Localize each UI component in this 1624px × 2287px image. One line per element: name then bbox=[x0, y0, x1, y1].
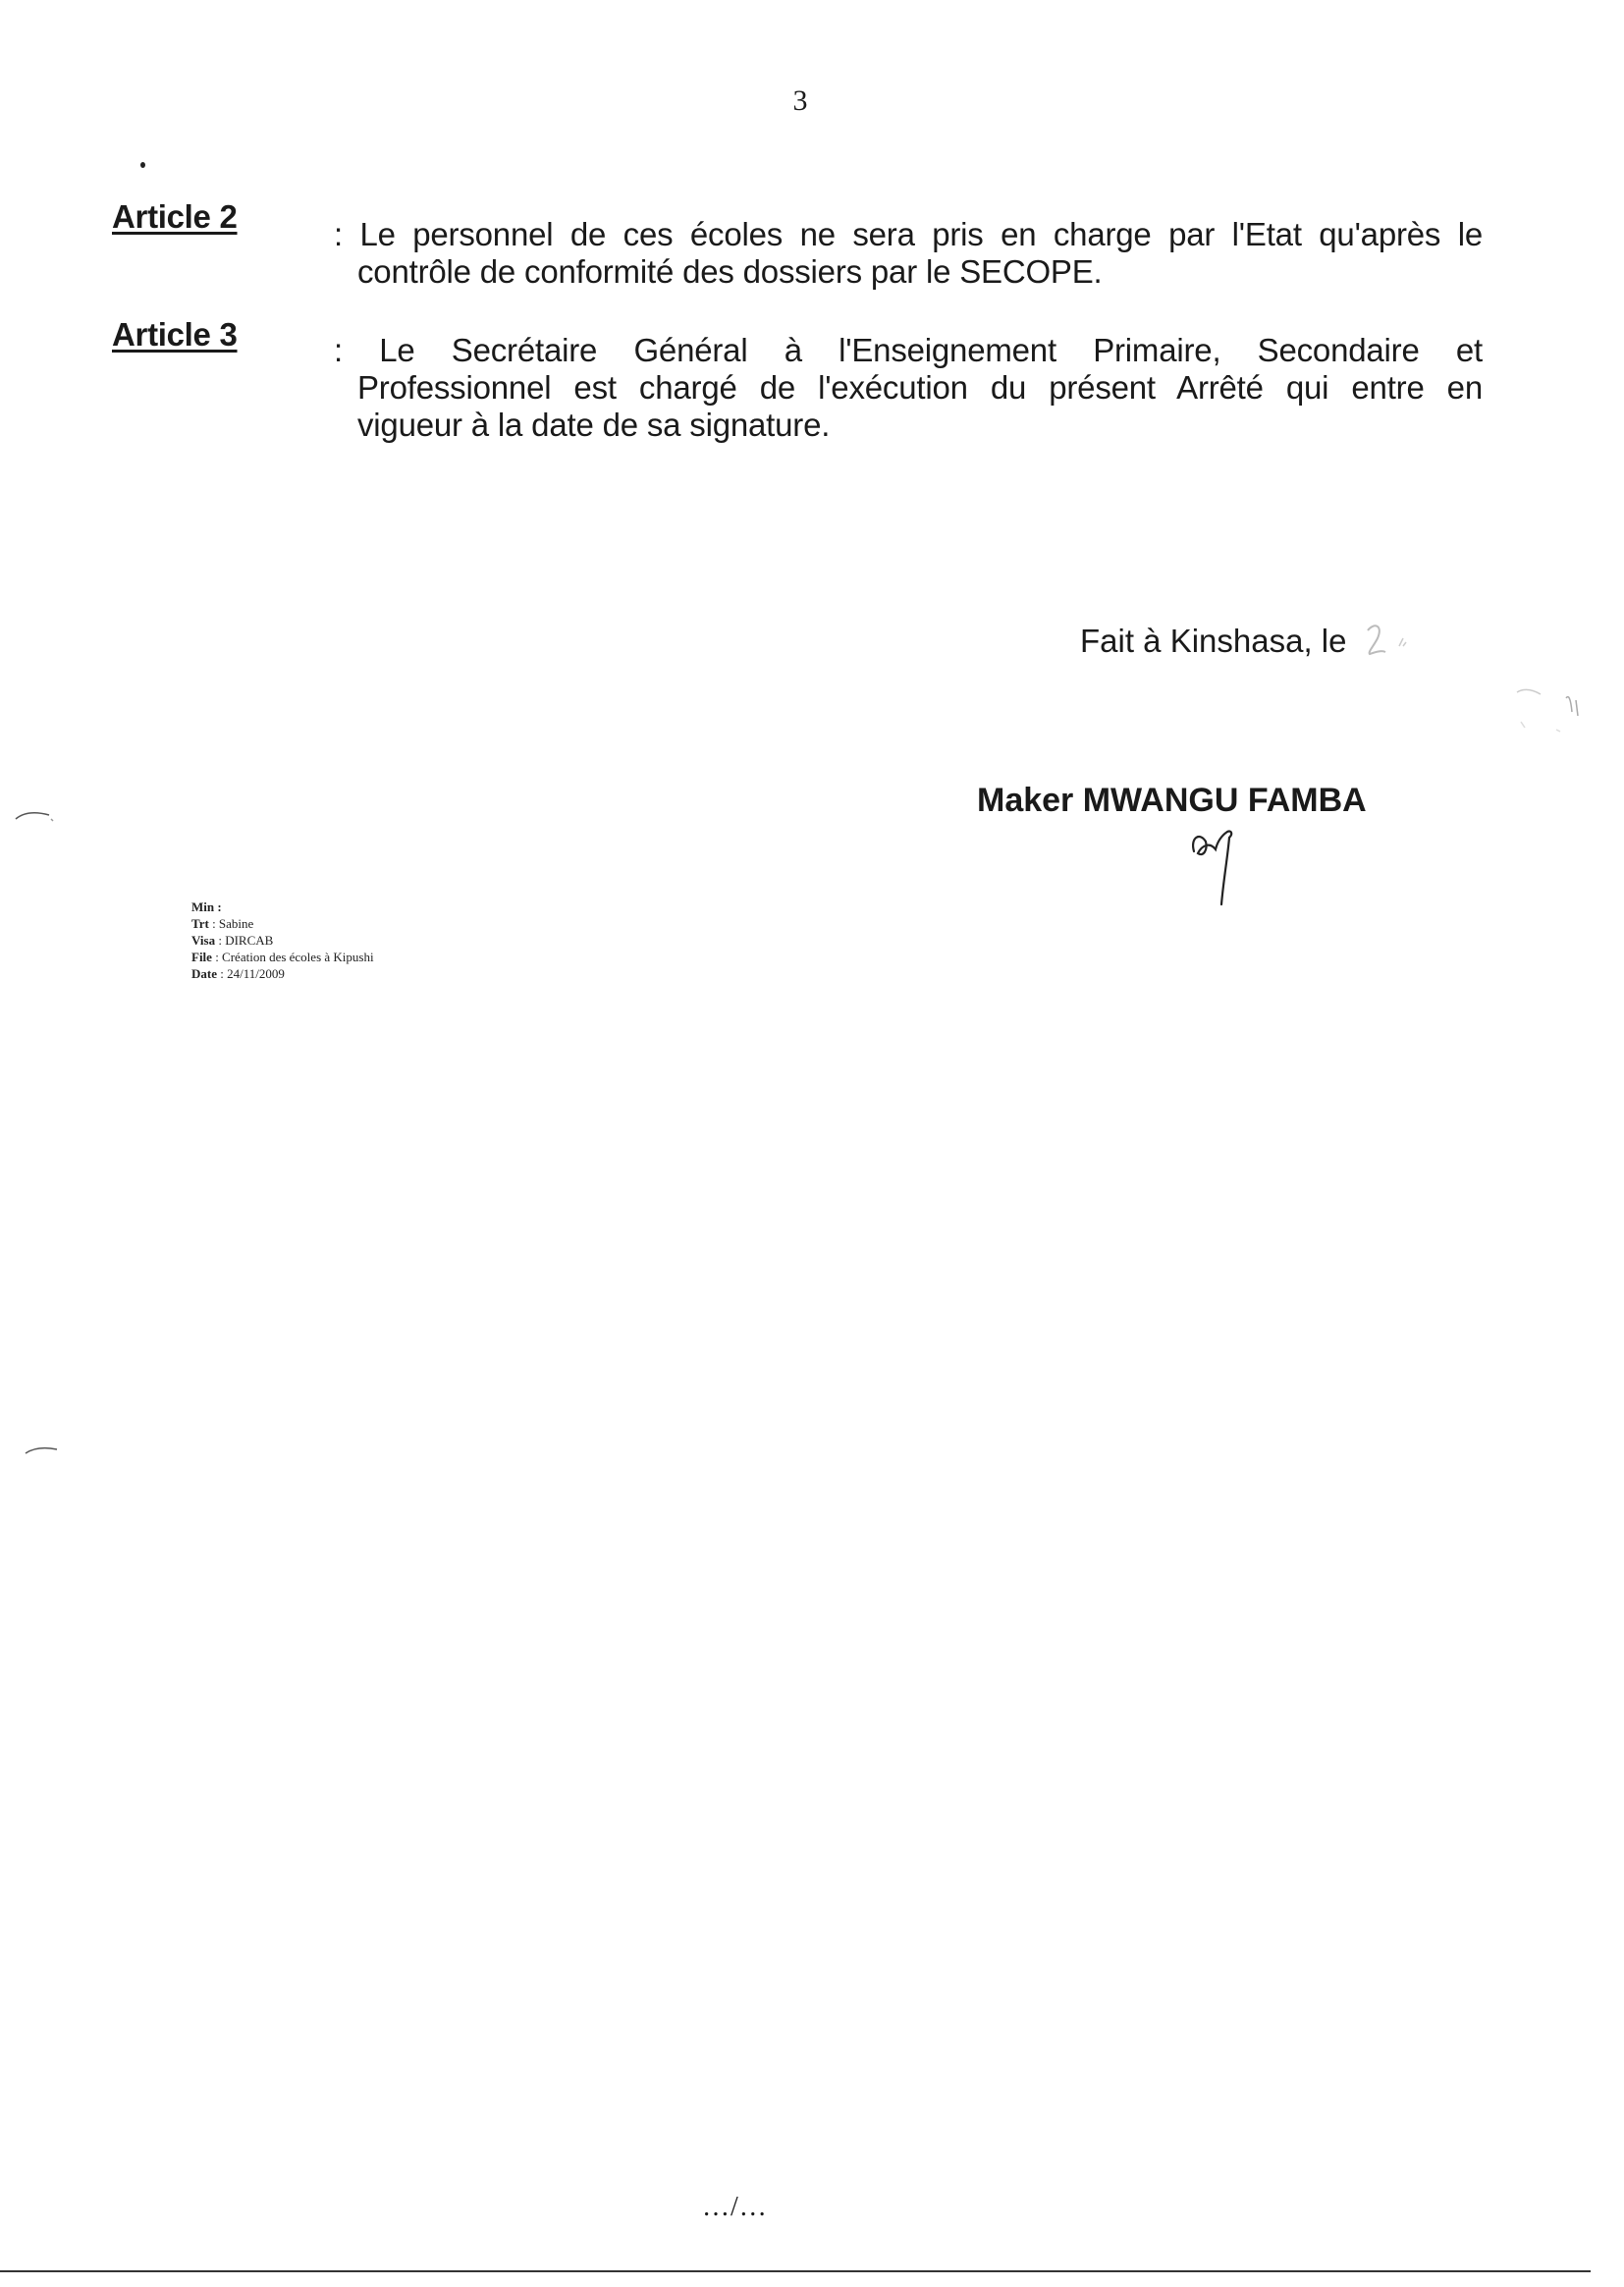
signatory-name: Maker MWANGU FAMBA bbox=[977, 782, 1367, 819]
page-number: 3 bbox=[792, 84, 808, 117]
handwritten-signature-icon bbox=[1188, 820, 1257, 908]
scan-scratch-right bbox=[1507, 682, 1596, 741]
routing-value: : Sabine bbox=[212, 916, 254, 931]
article-3-line-2: Professionnel est chargé de l'exécution du présent Arrêté qui entre en bbox=[357, 369, 1483, 406]
place-and-date: Fait à Kinshasa, le bbox=[1080, 623, 1347, 659]
routing-row-file bbox=[191, 949, 374, 965]
routing-value: : DIRCAB bbox=[218, 933, 274, 948]
article-3-label: Article 3 bbox=[112, 316, 238, 353]
article-3-line-3: vigueur à la date de sa signature. bbox=[357, 407, 831, 443]
continuation-mark: …/… bbox=[702, 2192, 768, 2222]
routing-slip bbox=[191, 898, 374, 982]
handwritten-date-icon bbox=[1360, 617, 1429, 676]
routing-key: Date bbox=[191, 966, 217, 981]
routing-value: : Création des écoles à Kipushi bbox=[215, 950, 374, 964]
routing-row-min bbox=[191, 898, 374, 915]
routing-row-trt bbox=[191, 915, 374, 932]
article-2-line-1: : Le personnel de ces écoles ne sera pris en charge par l'Etat qu'après le bbox=[334, 216, 1483, 252]
scan-mark-left-2 bbox=[24, 1442, 63, 1461]
routing-key: File bbox=[191, 950, 212, 964]
bottom-rule bbox=[0, 2270, 1591, 2272]
stray-mark bbox=[140, 162, 145, 168]
article-2-text bbox=[334, 216, 1483, 291]
routing-key: Min : bbox=[191, 899, 222, 914]
routing-key: Visa bbox=[191, 933, 216, 948]
article-2-label: Article 2 bbox=[112, 198, 238, 235]
routing-key: Trt bbox=[191, 916, 209, 931]
routing-row-visa bbox=[191, 932, 374, 949]
article-3-line-1: : Le Secrétaire Général à l'Enseignement Primaire, Secondaire et bbox=[334, 332, 1483, 368]
article-2-line-2: contrôle de conformité des dossiers par le SECOPE. bbox=[357, 253, 1103, 290]
article-3-text bbox=[334, 332, 1483, 444]
routing-value: : 24/11/2009 bbox=[220, 966, 285, 981]
routing-row-date bbox=[191, 965, 374, 982]
scan-mark-left-1 bbox=[14, 805, 57, 829]
